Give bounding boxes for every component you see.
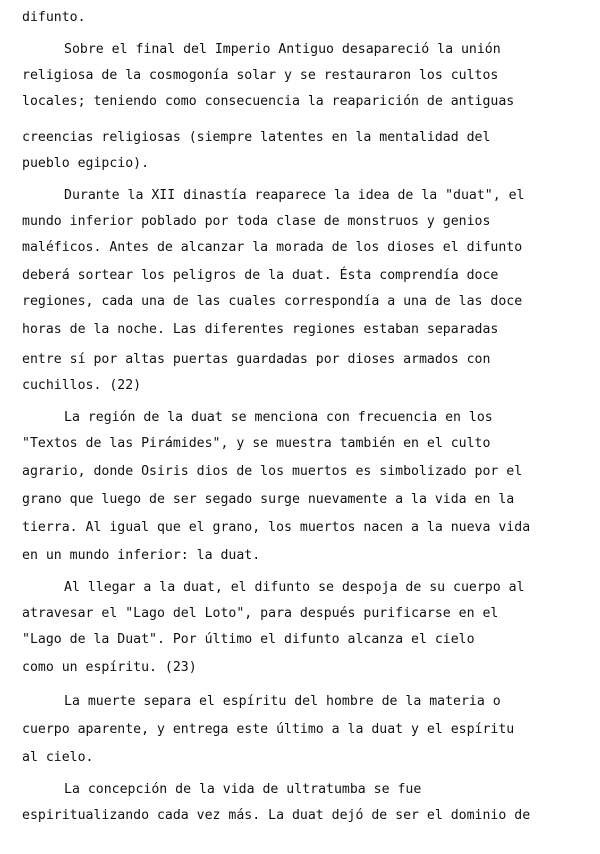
text-line: maléficos. Antes de alcanzar la morada de los dioses el difunto [22, 240, 523, 255]
text-line: tierra. Al igual que el grano, los muertos nacen a la nueva vida [22, 520, 531, 535]
text-line: como un espíritu. (23) [22, 660, 197, 675]
text-line: cuchillos. (22) [22, 378, 142, 393]
text-line: religiosa de la cosmogonía solar y se restauraron los cultos [22, 68, 499, 83]
text-line: creencias religiosas (siempre latentes en la mentalidad del [22, 130, 491, 145]
text-line: cuerpo aparente, y entrega este último a la duat y el espíritu [22, 722, 515, 737]
text-line: mundo inferior poblado por toda clase de monstruos y genios [22, 214, 491, 229]
text-line: atravesar el "Lago del Loto", para después purificarse en el [22, 606, 499, 621]
paragraph-first-line: La región de la duat se menciona con frecuencia en los [64, 410, 493, 425]
text-line: "Textos de las Pirámides", y se muestra también en el culto [22, 436, 491, 451]
text-line: difunto. [22, 10, 86, 25]
text-line: al cielo. [22, 750, 94, 765]
paragraph-first-line: Durante la XII dinastía reaparece la idea de la "duat", el [64, 188, 525, 203]
text-line: regiones, cada una de las cuales correspondía a una de las doce [22, 294, 523, 309]
text-line: pueblo egipcio). [22, 156, 150, 171]
text-line: entre sí por altas puertas guardadas por dioses armados con [22, 352, 491, 367]
text-line: deberá sortear los peligros de la duat. Ésta comprendía doce [22, 268, 499, 283]
paragraph-first-line: Sobre el final del Imperio Antiguo desapareció la unión [64, 42, 501, 57]
text-line: agrario, donde Osiris dios de los muertos es simbolizado por el [22, 464, 523, 479]
text-line: espiritualizando cada vez más. La duat dejó de ser el dominio de [22, 808, 531, 823]
paragraph-first-line: Al llegar a la duat, el difunto se despoja de su cuerpo al [64, 580, 525, 595]
paragraph-first-line: La muerte separa el espíritu del hombre de la materia o [64, 694, 501, 709]
text-line: horas de la noche. Las diferentes regiones estaban separadas [22, 322, 499, 337]
text-line: grano que luego de ser segado surge nuevamente a la vida en la [22, 492, 515, 507]
text-line: "Lago de la Duat". Por último el difunto alcanza el cielo [22, 632, 475, 647]
text-line: locales; teniendo como consecuencia la reaparición de antiguas [22, 94, 515, 109]
text-line: en un mundo inferior: la duat. [22, 548, 261, 563]
paragraph-first-line: La concepción de la vida de ultratumba se fue [64, 782, 422, 797]
